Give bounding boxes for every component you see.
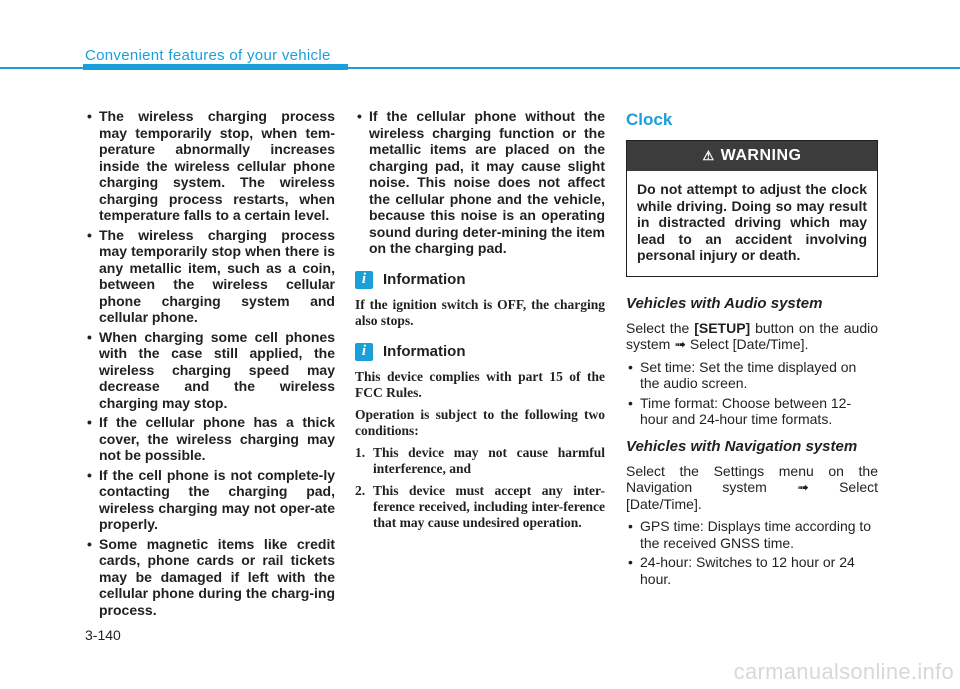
key-label: [SETUP] [694, 319, 751, 336]
arrow-icon: ➟ [674, 336, 686, 352]
text-span: button on the audio system [626, 319, 879, 352]
text-span: Select the Settings menu on the Navigation system [626, 462, 878, 495]
text-span: Select [Date/Time]. [689, 336, 809, 352]
info-text: This device complies with part 15 of the FCC Rules. [355, 368, 605, 400]
info-icon: i [355, 343, 373, 361]
watermark: carmanualsonline.info [733, 659, 954, 684]
warning-label: WARNING [720, 147, 802, 164]
list-item [355, 445, 605, 477]
list-item: • The wireless charging process may temporarily stop, when tem-perature abnormally increases inside the wireless cellular phone charging system. The wireless charging process restarts, when temperature falls to a certain level. [85, 108, 335, 224]
warning-box [626, 140, 878, 277]
item-number: 1. [355, 444, 366, 460]
column-right [626, 108, 878, 590]
item-text: This device must accept any inter-ference received, including inter-ference that may cause undesired operation. [373, 482, 605, 530]
item-number: 2. [355, 482, 366, 498]
header-accent-bar [83, 64, 348, 70]
list-item: • Time format: Choose between 12-hour and 24-hour time formats. [626, 395, 878, 428]
list-item: • If the cellular phone without the wireless charging function or the metallic items are placed on the charging pad, it may cause slight noise. This noise does not affect the cellular phone and the vehicle, because this noise is an operating sound during deter-mining the item on the charging pad. [355, 108, 605, 257]
bullet-list [85, 108, 335, 618]
column-middle [355, 108, 605, 537]
list-item: • Some magnetic items like credit cards, phone cards or rail tickets may be damaged if left with the cellular phone during the charg-ing process. [85, 536, 335, 619]
info-title: Information [383, 343, 466, 360]
bullet-list [626, 518, 878, 587]
list-item [355, 483, 605, 531]
section-title: Clock [626, 110, 673, 129]
numbered-list [355, 445, 605, 531]
info-heading [355, 271, 605, 289]
list-item: • When charging some cell phones with the case still applied, the wireless charging speed may decrease and the wireless charging may stop. [85, 329, 335, 412]
list-item: • 24-hour: Switches to 12 hour or 24 hour. [626, 554, 878, 587]
info-icon: i [355, 271, 373, 289]
info-text: If the ignition switch is OFF, the charging also stops. [355, 296, 605, 328]
text-span: Select the [626, 319, 690, 336]
list-item: • If the cell phone is not complete-ly contacting the charging pad, wireless charging may not oper-ate properly. [85, 467, 335, 533]
warning-text: Do not attempt to adjust the clock while driving. Doing so may result in distracted driving which may lead to an accident involving personal injury or death. [637, 181, 867, 263]
list-item: • The wireless charging process may temporarily stop when there is any metallic item, such as a coin, between the wireless cellular phone charging system and cellular phone. [85, 227, 335, 326]
page-number: 3-140 [85, 627, 121, 643]
column-left [85, 108, 335, 621]
paragraph [626, 320, 878, 353]
bullet-list [626, 359, 878, 428]
bullet-list [355, 108, 605, 257]
header-title: Convenient features of your vehicle [85, 47, 331, 64]
warning-header [627, 141, 877, 171]
paragraph [626, 463, 878, 513]
subsection-title: Vehicles with Navigation system [626, 437, 858, 455]
info-text: Operation is subject to the following two conditions: [355, 406, 605, 438]
list-item: • GPS time: Displays time according to the received GNSS time. [626, 518, 878, 551]
subsection-title: Vehicles with Audio system [626, 294, 823, 312]
text-span: Select [Date/Time]. [626, 479, 878, 512]
list-item: • If the cellular phone has a thick cover, the wireless charging may not be possible. [85, 414, 335, 464]
list-item: • Set time: Set the time displayed on the audio screen. [626, 359, 878, 392]
info-title: Information [383, 271, 466, 288]
arrow-icon: ➟ [797, 479, 809, 495]
warning-triangle-icon: ⚠ [702, 148, 715, 163]
item-text: This device may not cause harmful interference, and [373, 444, 605, 476]
info-heading [355, 343, 605, 361]
